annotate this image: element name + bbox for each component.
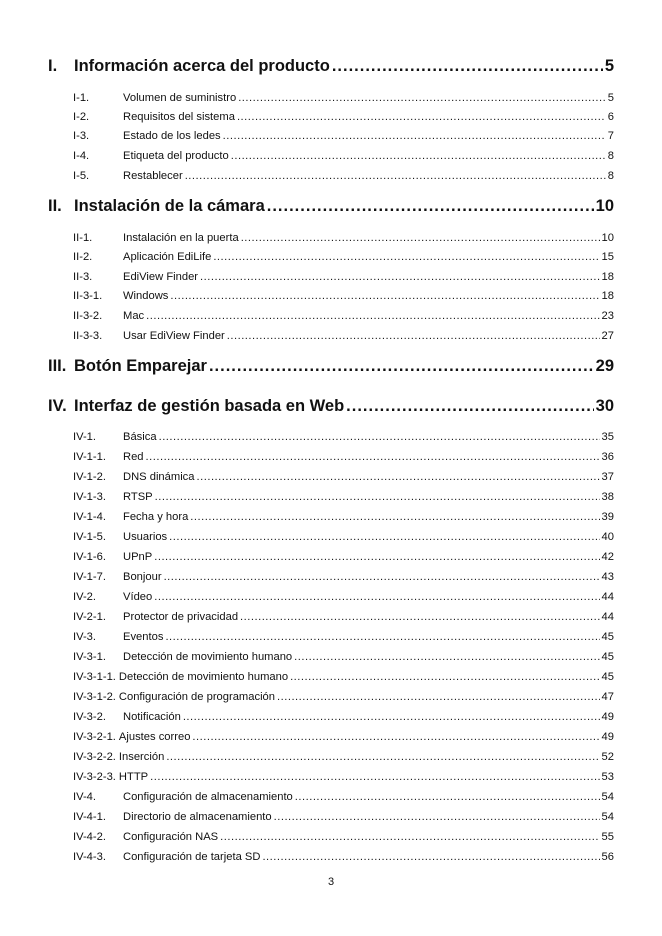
- toc-entry[interactable]: [73, 170, 614, 185]
- toc-page-number: 5: [607, 92, 614, 104]
- toc-number: II-3-2.: [73, 310, 103, 322]
- toc-number: II-1.: [73, 232, 93, 244]
- toc-title: Configuración NAS: [123, 831, 219, 843]
- toc-entry[interactable]: [73, 631, 614, 646]
- toc-title: Red: [123, 451, 144, 463]
- toc-title: Restablecer: [123, 170, 183, 182]
- toc-number: IV-4.: [73, 791, 97, 803]
- toc-leader-dots: [150, 771, 599, 783]
- toc-title: Bonjour: [123, 571, 162, 583]
- toc-number: I-5.: [73, 170, 90, 182]
- toc-title: RTSP: [123, 491, 153, 503]
- toc-number: IV-2.: [73, 591, 97, 603]
- toc-leader-dots: [146, 451, 600, 463]
- toc-title: Configuración de programación: [118, 691, 276, 703]
- toc-leader-dots: [200, 271, 600, 283]
- toc-entry[interactable]: [73, 651, 614, 666]
- toc-chapter[interactable]: [48, 397, 614, 419]
- toc-page-number: 5: [604, 57, 614, 75]
- toc-number: II-3-1.: [73, 290, 103, 302]
- toc-leader-dots: [192, 731, 599, 743]
- toc-leader-dots: [294, 651, 599, 663]
- toc-leader-dots: [240, 611, 600, 623]
- toc-leader-dots: [231, 150, 606, 162]
- toc-page-number: 49: [601, 731, 614, 743]
- toc-page-number: 23: [601, 310, 614, 322]
- toc-leader-dots: [262, 851, 599, 863]
- toc-title: Windows: [123, 290, 169, 302]
- toc-entry[interactable]: [73, 591, 614, 606]
- toc-number: I.: [48, 57, 58, 75]
- toc-entry[interactable]: [73, 751, 614, 766]
- toc-title: Instalación de la cámara: [74, 197, 265, 215]
- toc-title: Requisitos del sistema: [123, 111, 235, 123]
- toc-leader-dots: [267, 197, 594, 216]
- toc-title: Volumen de suministro: [123, 92, 237, 104]
- toc-title: Notificación: [123, 711, 181, 723]
- toc-page-number: 52: [601, 751, 614, 763]
- toc-page-number: 42: [601, 551, 614, 563]
- toc-entry[interactable]: [73, 451, 614, 466]
- toc-page-number: 45: [601, 631, 614, 643]
- toc-entry[interactable]: [73, 851, 614, 866]
- toc-number: IV-3-2.: [73, 711, 106, 723]
- toc-entry[interactable]: [73, 130, 614, 145]
- toc-title: Configuración de almacenamiento: [123, 791, 293, 803]
- toc-entry[interactable]: [73, 531, 614, 546]
- toc-leader-dots: [146, 310, 599, 322]
- toc-leader-dots: [159, 431, 600, 443]
- toc-number: IV-1.: [73, 431, 97, 443]
- toc-number: III.: [48, 357, 67, 375]
- toc-entry[interactable]: [73, 232, 614, 247]
- toc-leader-dots: [241, 232, 600, 244]
- toc-number: IV-4-1.: [73, 811, 106, 823]
- toc-leader-dots: [155, 491, 600, 503]
- toc-entry[interactable]: [73, 431, 614, 446]
- toc-leader-dots: [165, 631, 599, 643]
- toc-entry[interactable]: [73, 330, 614, 345]
- toc-page-number: 30: [595, 397, 614, 415]
- toc-title: Mac: [123, 310, 145, 322]
- toc-page-number: 45: [601, 671, 614, 683]
- toc-number: IV-2-1.: [73, 611, 106, 623]
- toc-number: IV-1-3.: [73, 491, 106, 503]
- toc-number: I-3.: [73, 130, 90, 142]
- toc-leader-dots: [346, 397, 593, 416]
- toc-leader-dots: [185, 170, 606, 182]
- toc-chapter[interactable]: [48, 357, 614, 379]
- toc-number: IV-1-4.: [73, 511, 106, 523]
- toc-page-number: 47: [601, 691, 614, 703]
- toc-entry[interactable]: [73, 150, 614, 165]
- toc-entry[interactable]: [73, 711, 614, 726]
- toc-page-number: 49: [601, 711, 614, 723]
- toc-entry[interactable]: [73, 771, 614, 786]
- toc-title: Directorio de almacenamiento: [123, 811, 272, 823]
- toc-page-number: 38: [601, 491, 614, 503]
- toc-number: IV-1-2.: [73, 471, 106, 483]
- toc-page-number: 37: [601, 471, 614, 483]
- toc-title: Estado de los ledes: [123, 130, 221, 142]
- toc-number: IV-3-1-1.: [73, 671, 116, 683]
- toc-leader-dots: [227, 330, 600, 342]
- toc-page-number: 10: [601, 232, 614, 244]
- toc-title: Configuración de tarjeta SD: [123, 851, 261, 863]
- toc-leader-dots: [164, 571, 600, 583]
- toc-page-number: 8: [607, 170, 614, 182]
- toc-entry[interactable]: [73, 571, 614, 586]
- toc-entry[interactable]: [73, 471, 614, 486]
- toc-entry[interactable]: [73, 731, 614, 746]
- toc-number: IV-3-2-3.: [73, 771, 116, 783]
- toc-page-number: 44: [601, 611, 614, 623]
- toc-title: Instalación en la puerta: [123, 232, 239, 244]
- toc-title: Fecha y hora: [123, 511, 189, 523]
- toc-number: IV-1-7.: [73, 571, 106, 583]
- toc-number: IV-1-1.: [73, 451, 106, 463]
- toc-page-number: 53: [601, 771, 614, 783]
- toc-leader-dots: [169, 531, 599, 543]
- toc-leader-dots: [213, 251, 599, 263]
- toc-leader-dots: [277, 691, 600, 703]
- toc-leader-dots: [154, 591, 599, 603]
- page-number: 3: [327, 876, 335, 888]
- toc-title: Botón Emparejar: [74, 357, 207, 375]
- toc-entry[interactable]: [73, 691, 614, 706]
- toc-number: IV-3-2-1.: [73, 731, 116, 743]
- toc-leader-dots: [170, 290, 599, 302]
- toc-page-number: 6: [607, 111, 614, 123]
- toc-page-number: 54: [601, 811, 614, 823]
- toc-chapter[interactable]: [48, 197, 614, 219]
- toc-title: Ajustes correo: [118, 731, 191, 743]
- toc-page-number: 54: [601, 791, 614, 803]
- toc-entry[interactable]: [73, 111, 614, 126]
- toc-page-number: 18: [601, 290, 614, 302]
- toc-page-number: 43: [601, 571, 614, 583]
- toc-title: Básica: [123, 431, 157, 443]
- toc-entry[interactable]: [73, 310, 614, 325]
- toc-page-number: 15: [601, 251, 614, 263]
- toc-title: Protector de privacidad: [123, 611, 239, 623]
- toc-number: IV.: [48, 397, 67, 415]
- toc-leader-dots: [154, 551, 599, 563]
- toc-title: Información acerca del producto: [74, 57, 330, 75]
- toc-page-number: 56: [601, 851, 614, 863]
- toc-entry[interactable]: [73, 92, 614, 107]
- toc-number: IV-3.: [73, 631, 97, 643]
- toc-number: IV-3-1.: [73, 651, 106, 663]
- toc-number: II-2.: [73, 251, 93, 263]
- toc-entry[interactable]: [73, 491, 614, 506]
- toc-leader-dots: [237, 111, 606, 123]
- toc-number: II-3.: [73, 271, 93, 283]
- toc-entry[interactable]: [73, 831, 614, 846]
- toc-title: UPnP: [123, 551, 153, 563]
- toc-page-number: 36: [601, 451, 614, 463]
- toc-title: Usuarios: [123, 531, 168, 543]
- toc-leader-dots: [190, 511, 599, 523]
- toc-page-number: 8: [607, 150, 614, 162]
- toc-leader-dots: [183, 711, 600, 723]
- toc-leader-dots: [197, 471, 600, 483]
- toc-number: II.: [48, 197, 62, 215]
- toc-title: Interfaz de gestión basada en Web: [74, 397, 345, 415]
- toc-entry[interactable]: [73, 791, 614, 806]
- toc-title: Aplicación EdiLife: [123, 251, 212, 263]
- toc-page-number: 40: [601, 531, 614, 543]
- toc-entry[interactable]: [73, 671, 614, 686]
- toc-leader-dots: [166, 751, 599, 763]
- toc-page-number: 10: [595, 197, 614, 215]
- toc-entry[interactable]: [73, 511, 614, 526]
- toc-number: IV-4-3.: [73, 851, 106, 863]
- toc-number: I-1.: [73, 92, 90, 104]
- toc-title: Etiqueta del producto: [123, 150, 229, 162]
- toc-title: Eventos: [123, 631, 164, 643]
- toc-entry[interactable]: [73, 271, 614, 286]
- toc-number: IV-4-2.: [73, 831, 106, 843]
- toc-page-number: 55: [601, 831, 614, 843]
- toc-chapter[interactable]: [48, 57, 614, 79]
- toc-title: Inserción: [118, 751, 165, 763]
- toc-number: IV-3-2-2.: [73, 751, 116, 763]
- toc-leader-dots: [209, 357, 594, 376]
- toc-page-number: 39: [601, 511, 614, 523]
- toc-leader-dots: [238, 92, 606, 104]
- toc-title: Detección de movimiento humano: [118, 671, 289, 683]
- toc-leader-dots: [290, 671, 599, 683]
- toc-entry[interactable]: [73, 251, 614, 266]
- toc-page-number: 7: [607, 130, 614, 142]
- toc-number: IV-1-5.: [73, 531, 106, 543]
- toc-page-number: 27: [601, 330, 614, 342]
- toc-number: IV-1-6.: [73, 551, 106, 563]
- toc-entry[interactable]: [73, 611, 614, 626]
- toc-number: I-2.: [73, 111, 90, 123]
- toc-number: IV-3-1-2.: [73, 691, 116, 703]
- toc-number: II-3-3.: [73, 330, 103, 342]
- toc-entry[interactable]: [73, 811, 614, 826]
- toc-title: DNS dinámica: [123, 471, 195, 483]
- toc-title: Detección de movimiento humano: [123, 651, 293, 663]
- toc-leader-dots: [332, 57, 603, 76]
- toc-page-number: 35: [601, 431, 614, 443]
- toc-title: Vídeo: [123, 591, 153, 603]
- toc-title: EdiView Finder: [123, 271, 199, 283]
- toc-leader-dots: [220, 831, 599, 843]
- toc-entry[interactable]: [73, 551, 614, 566]
- toc-number: I-4.: [73, 150, 90, 162]
- toc-page-number: 18: [601, 271, 614, 283]
- toc-page-number: 45: [601, 651, 614, 663]
- toc-page-number: 44: [601, 591, 614, 603]
- toc-entry[interactable]: [73, 290, 614, 305]
- toc-page-number: 29: [595, 357, 614, 375]
- toc-leader-dots: [295, 791, 600, 803]
- toc-leader-dots: [274, 811, 600, 823]
- toc-title: Usar EdiView Finder: [123, 330, 225, 342]
- toc-title: HTTP: [118, 771, 149, 783]
- toc-leader-dots: [223, 130, 606, 142]
